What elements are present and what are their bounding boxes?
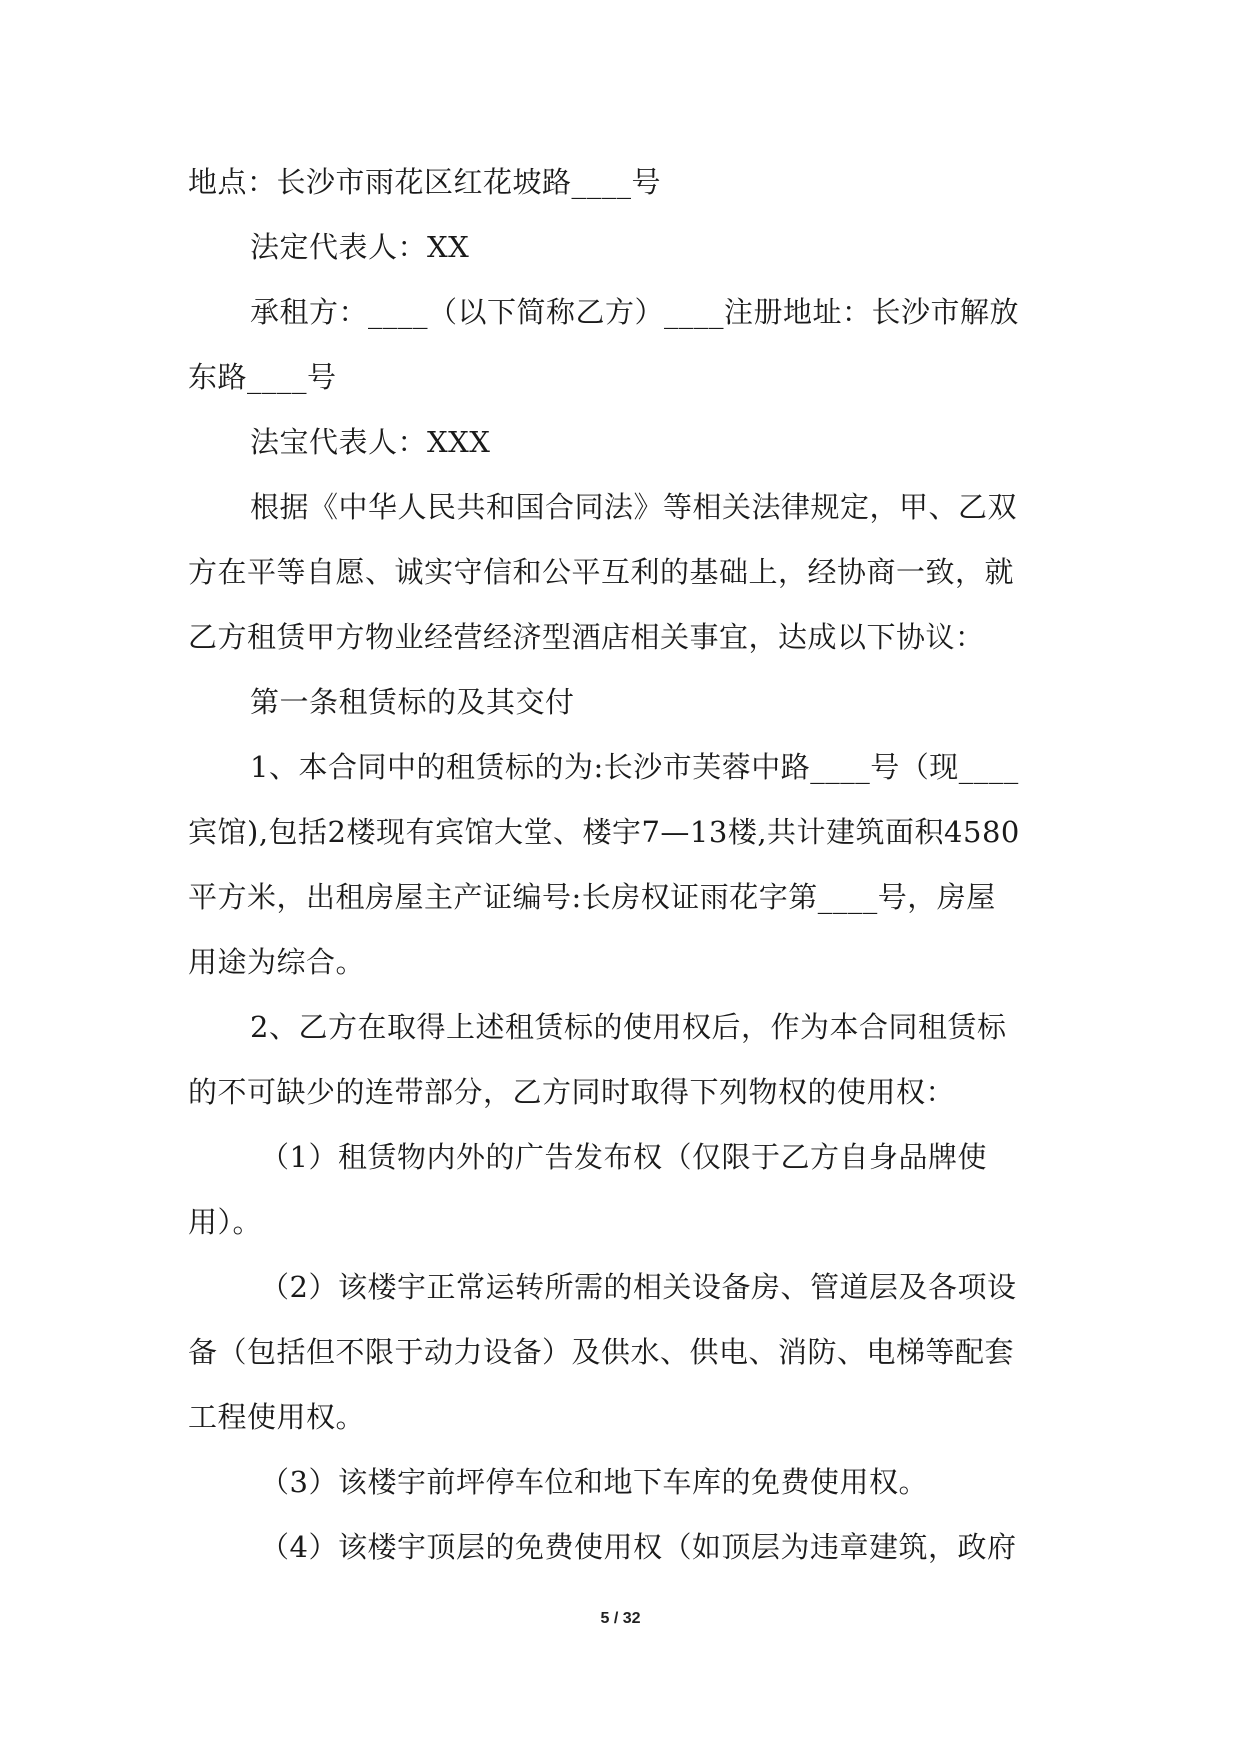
text-line: 根据《中华人民共和国合同法》等相关法律规定，甲、乙双 (250, 490, 1018, 524)
text-line: 东路____号 (188, 360, 337, 394)
text-line: 乙方租赁甲方物业经营经济型酒店相关事宜，达成以下协议： (188, 620, 985, 654)
text-line: 法宝代表人：XXX (250, 425, 491, 459)
text-line: 工程使用权。 (188, 1400, 366, 1434)
text-line: 用）。 (188, 1205, 263, 1239)
text-line: 平方米，出租房屋主产证编号:长房权证雨花字第____号，房屋 (188, 880, 996, 914)
text-line: 备（包括但不限于动力设备）及供水、供电、消防、电梯等配套 (188, 1335, 1015, 1369)
text-line: 用途为综合。 (188, 945, 366, 979)
text-line: 1、本合同中的租赁标的为:长沙市芙蓉中路____号（现____ (250, 750, 1019, 784)
text-line: （2）该楼宇正常运转所需的相关设备房、管道层及各项设 (260, 1270, 1017, 1304)
text-line: （3）该楼宇前坪停车位和地下车库的免费使用权。 (260, 1465, 928, 1499)
text-line: 地点：长沙市雨花区红花坡路____号 (188, 165, 662, 199)
section-heading: 第一条租赁标的及其交付 (250, 685, 575, 719)
text-line: 方在平等自愿、诚实守信和公平互利的基础上，经协商一致，就 (188, 555, 1015, 589)
document-body (188, 150, 1056, 1580)
text-line: （4）该楼宇顶层的免费使用权（如顶层为违章建筑，政府 (260, 1530, 1017, 1564)
page-number: 5 / 32 (600, 1610, 641, 1627)
text-line: 宾馆),包括2楼现有宾馆大堂、楼宇7—13楼,共计建筑面积4580 (188, 815, 1020, 849)
text-line: 法定代表人：XX (250, 230, 470, 264)
text-line: 2、乙方在取得上述租赁标的使用权后，作为本合同租赁标 (250, 1010, 1007, 1044)
text-line: 承租方：____（以下简称乙方）____注册地址：长沙市解放 (250, 295, 1020, 329)
text-line: （1）租赁物内外的广告发布权（仅限于乙方自身品牌使 (260, 1140, 987, 1174)
text-line: 的不可缺少的连带部分，乙方同时取得下列物权的使用权： (188, 1075, 956, 1109)
